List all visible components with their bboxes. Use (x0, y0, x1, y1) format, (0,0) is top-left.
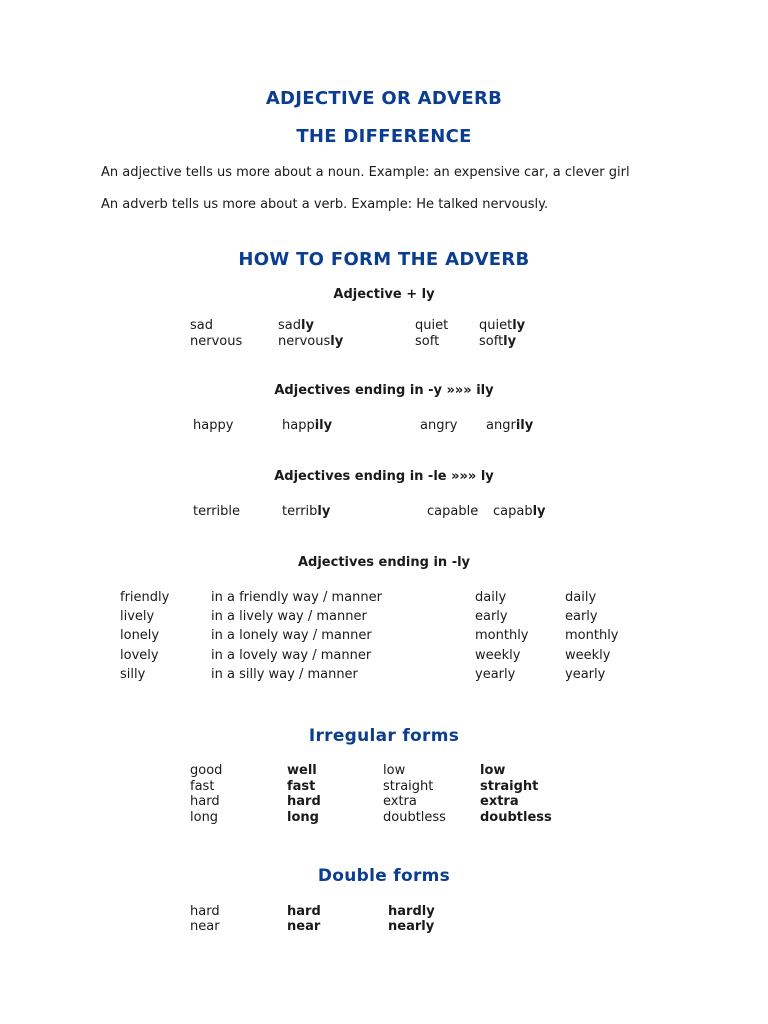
endly-phrase: in a silly way / manner (211, 667, 358, 682)
rule-ly-adv: nervously (278, 334, 344, 349)
rule-ly-adj: quiet (415, 318, 449, 333)
irregular-adv: fast (287, 779, 316, 794)
endly-adj2: daily (475, 590, 507, 605)
double-form2: nearly (388, 919, 435, 934)
irregular-adj: low (383, 763, 406, 778)
irregular-adv: extra (480, 794, 519, 809)
rule-ly-heading: Adjective + ly (333, 287, 435, 302)
endly-adj2: weekly (475, 648, 521, 663)
rule-y-adj: happy (193, 418, 234, 433)
double-adj: hard (190, 904, 220, 919)
irregular-adj: doubtless (383, 810, 446, 825)
form-heading: HOW TO FORM THE ADVERB (238, 249, 530, 270)
endly-adj: silly (120, 667, 146, 682)
endly-adj2: yearly (475, 667, 516, 682)
page-title: ADJECTIVE OR ADVERB (265, 88, 503, 109)
endly-phrase: in a friendly way / manner (211, 590, 382, 605)
double-heading: Double forms (317, 866, 451, 886)
rule-le-adj: terrible (193, 504, 241, 519)
rule-y-adj: angry (420, 418, 458, 433)
endly-adv2: early (565, 609, 598, 624)
rule-y-heading: Adjectives ending in -y »»» ily (274, 383, 494, 398)
irregular-adv: hard (287, 794, 321, 809)
endly-adj: friendly (120, 590, 170, 605)
endly-adv2: monthly (565, 628, 619, 643)
rule-y-adv: happily (282, 418, 333, 433)
endly-adj: lonely (120, 628, 160, 643)
endly-adj: lovely (120, 648, 159, 663)
rule-le-adv: terribly (282, 504, 331, 519)
irregular-adj: extra (383, 794, 417, 809)
rule-ly-adj: sad (190, 318, 213, 333)
rule-endly-heading: Adjectives ending in -ly (297, 555, 471, 570)
endly-adv2: daily (565, 590, 597, 605)
irregular-adv: well (287, 763, 317, 778)
irregular-adj: straight (383, 779, 434, 794)
irregular-adv: long (287, 810, 319, 825)
rule-le-adv: capably (493, 504, 546, 519)
irregular-adv: low (480, 763, 506, 778)
irregular-adv: straight (480, 779, 539, 794)
double-form1: hard (287, 904, 321, 919)
irregular-heading: Irregular forms (308, 726, 460, 746)
page-subtitle: THE DIFFERENCE (296, 126, 472, 147)
irregular-adj: long (190, 810, 219, 825)
rule-y-adv: angrily (486, 418, 534, 433)
rule-le-heading: Adjectives ending in -le »»» ly (274, 469, 494, 484)
irregular-adj: fast (190, 779, 215, 794)
endly-phrase: in a lovely way / manner (211, 648, 372, 663)
irregular-adv: doubtless (480, 810, 552, 825)
endly-adj2: monthly (475, 628, 529, 643)
endly-phrase: in a lonely way / manner (211, 628, 372, 643)
irregular-adj: good (190, 763, 223, 778)
double-form2: hardly (388, 904, 435, 919)
adjective-definition: An adjective tells us more about a noun. Example: an expensive car, a clever girl (101, 165, 630, 180)
endly-adj2: early (475, 609, 508, 624)
endly-phrase: in a lively way / manner (211, 609, 367, 624)
adverb-definition: An adverb tells us more about a verb. Example: He talked nervously. (101, 197, 549, 212)
endly-adv2: weekly (565, 648, 611, 663)
rule-ly-adj: nervous (190, 334, 243, 349)
rule-ly-adv: quietly (479, 318, 526, 333)
rule-le-adj: capable (427, 504, 479, 519)
rule-ly-adj: soft (415, 334, 440, 349)
endly-adv2: yearly (565, 667, 606, 682)
rule-ly-adv: sadly (278, 318, 314, 333)
rule-ly-adv: softly (479, 334, 517, 349)
endly-adj: lively (120, 609, 155, 624)
double-form1: near (287, 919, 321, 934)
irregular-adj: hard (190, 794, 220, 809)
double-adj: near (190, 919, 220, 934)
